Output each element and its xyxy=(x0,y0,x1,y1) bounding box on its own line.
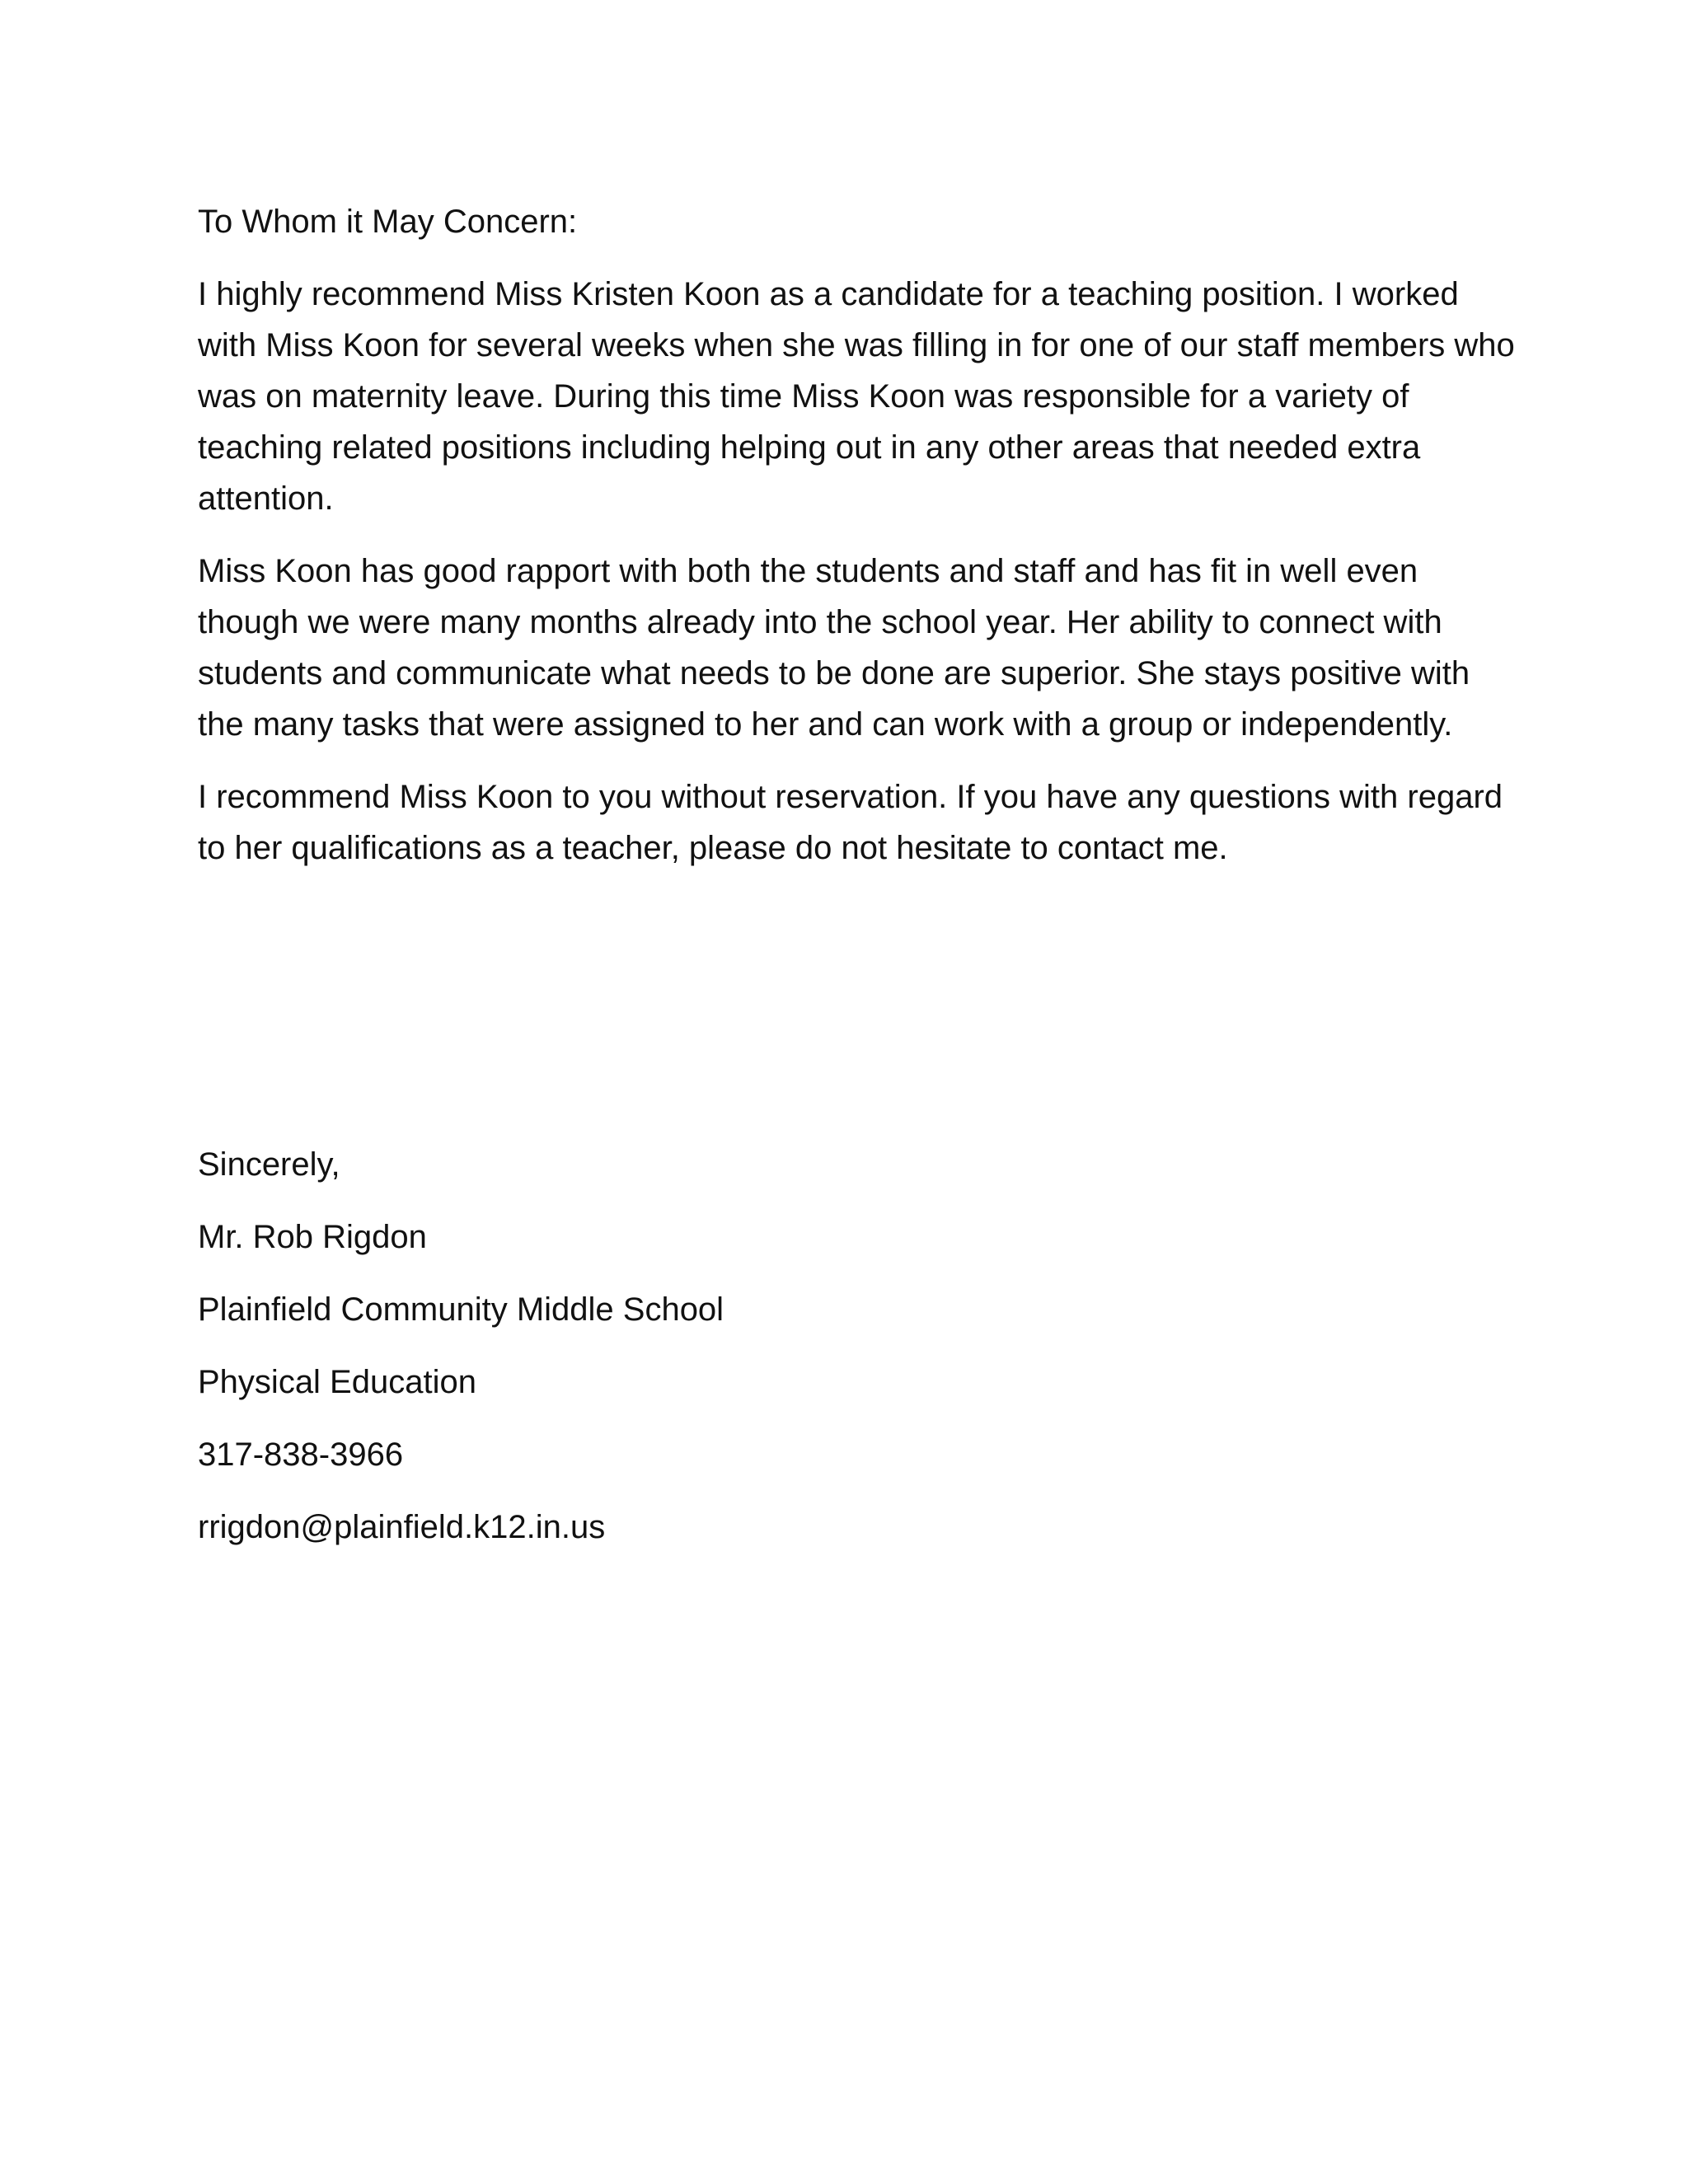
letter-body xyxy=(198,196,1517,895)
salutation: To Whom it May Concern: xyxy=(198,204,578,240)
paragraph-2: Miss Koon has good rapport with both the students and staff and has fit in well even though we were many months already into the school year. Her ability to connect with students and communicate what needs to be done are superior. She stays positive with the many tasks that were assigned to her and can work with a group or independently. xyxy=(198,553,1470,743)
signature-block xyxy=(198,1139,1187,1574)
signer-phone: 317-838-3966 xyxy=(198,1436,404,1473)
closing: Sincerely, xyxy=(198,1146,340,1183)
signer-name: Mr. Rob Rigdon xyxy=(198,1219,427,1255)
paragraph-1: I highly recommend Miss Kristen Koon as a candidate for a teaching position. I worked with Miss Koon for several weeks when she was filling in for one of our staff members who was on maternity leave. During this time Miss Koon was responsible for a variety of teaching related positions including helping out in any other areas that needed extra attention. xyxy=(198,276,1515,517)
signer-department: Physical Education xyxy=(198,1364,476,1400)
signer-school: Plainfield Community Middle School xyxy=(198,1291,724,1328)
paragraph-3: I recommend Miss Koon to you without reservation. If you have any questions with regard to her qualifications as a teacher, please do not hesitate to contact me. xyxy=(198,779,1503,866)
signer-email: rrigdon@plainfield.k12.in.us xyxy=(198,1509,606,1545)
